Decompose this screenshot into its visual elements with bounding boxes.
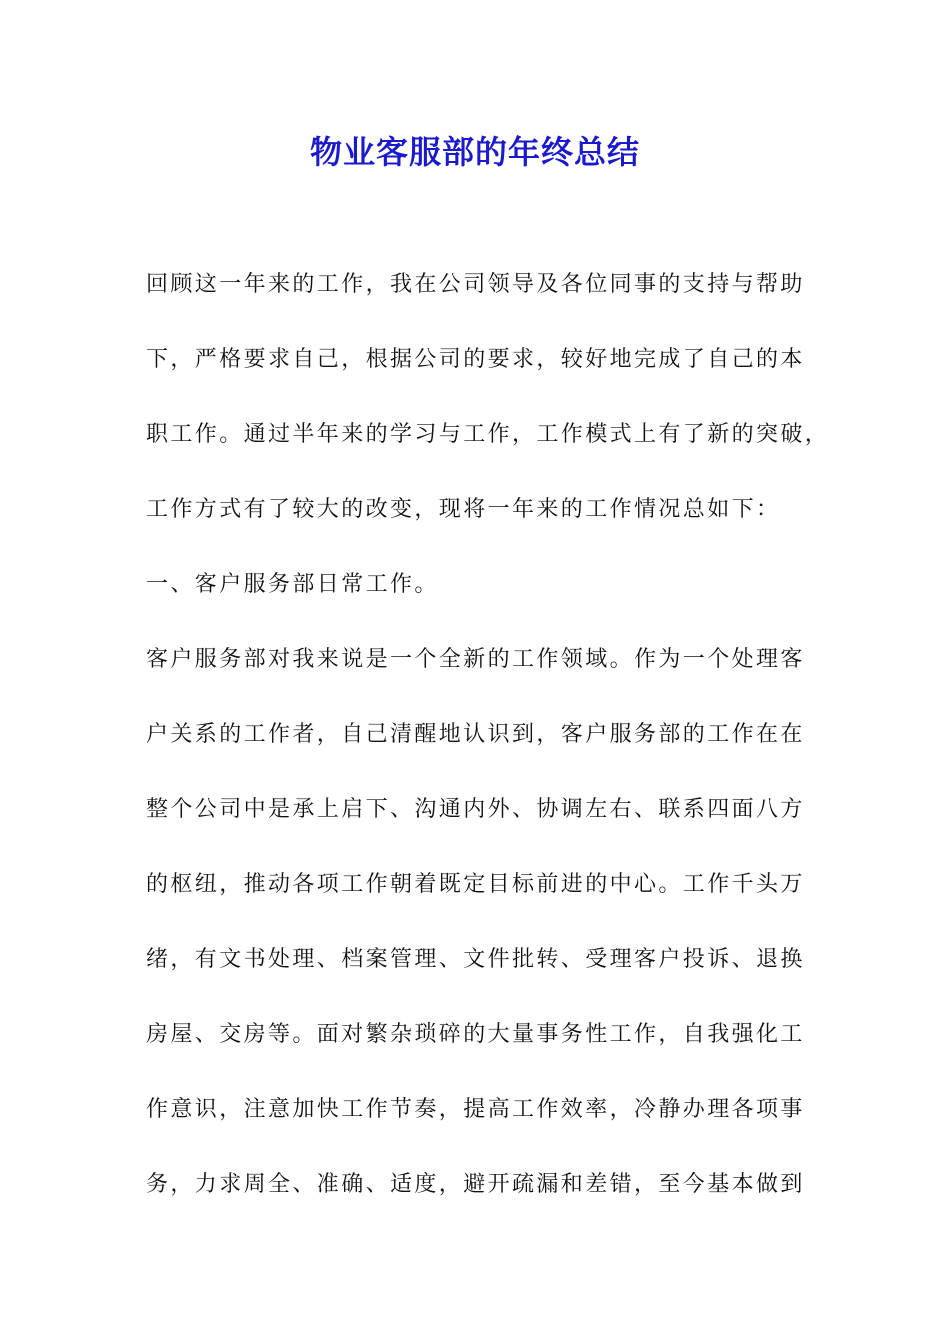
paragraph-line: 的枢纽，推动各项工作朝着既定目标前进的中心。工作千头万: [146, 872, 805, 897]
paragraph-line: 房屋、交房等。面对繁杂琐碎的大量事务性工作，自我强化工: [146, 1022, 805, 1047]
paragraph-line: 下，严格要求自己，根据公司的要求，较好地完成了自己的本: [146, 347, 805, 372]
paragraph-line: 回顾这一年来的工作，我在公司领导及各位同事的支持与帮助: [146, 272, 805, 297]
paragraph-line: 绪，有文书处理、档案管理、文件批转、受理客户投诉、退换: [146, 947, 805, 972]
paragraph-line: 务，力求周全、准确、适度，避开疏漏和差错，至今基本做到: [146, 1172, 805, 1197]
paragraph-line: 作意识，注意加快工作节奏，提高工作效率，冷静办理各项事: [146, 1097, 805, 1122]
paragraph-line: 工作方式有了较大的改变，现将一年来的工作情况总如下：: [146, 497, 781, 522]
document-body: [146, 263, 830, 1238]
paragraph-line: 职工作。通过半年来的学习与工作，工作模式上有了新的突破，: [146, 422, 830, 447]
paragraph-line: 客户服务部对我来说是一个全新的工作领域。作为一个处理客: [146, 647, 805, 672]
paragraph-line: 户关系的工作者，自己清醒地认识到，客户服务部的工作在在: [146, 722, 805, 747]
section-heading: 一、客户服务部日常工作。: [146, 572, 439, 597]
document-title: 物业客服部的年终总结: [309, 133, 640, 171]
paragraph-line: 整个公司中是承上启下、沟通内外、协调左右、联系四面八方: [146, 797, 805, 822]
